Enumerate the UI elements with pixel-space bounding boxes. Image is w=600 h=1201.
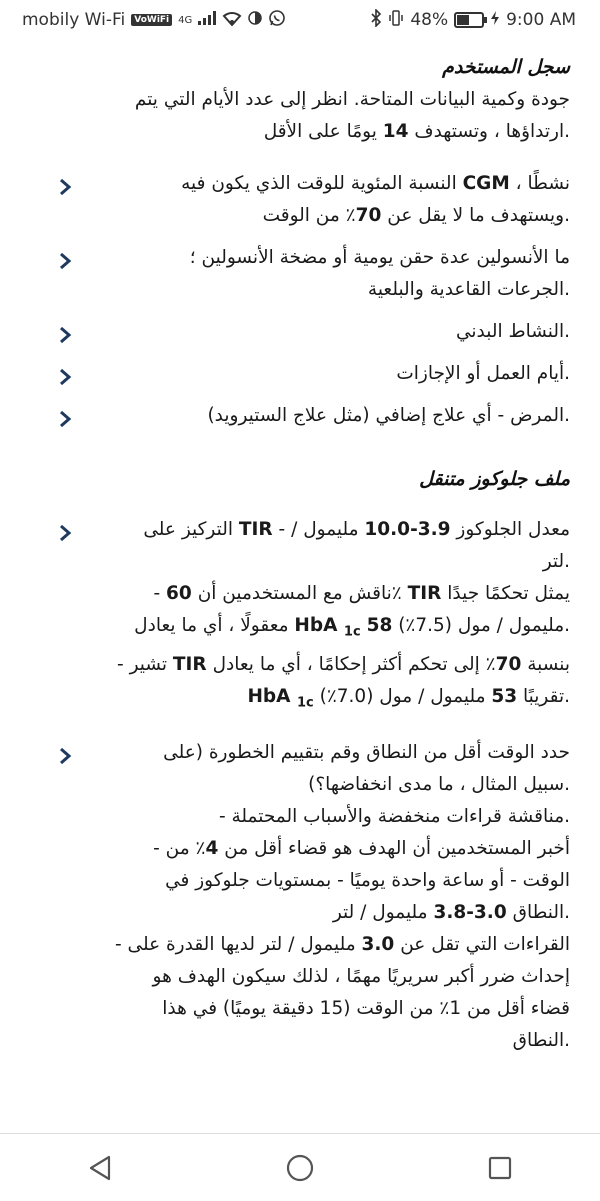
item-text: ٪ناقش مع المستخدمين أن: [197, 583, 402, 604]
item-line: .لتر: [542, 551, 570, 572]
tir-term: TIR: [238, 519, 273, 540]
section-title-user-log: سجل المستخدم: [442, 56, 570, 78]
status-bar: [0, 0, 600, 40]
list-item[interactable]: [28, 242, 570, 306]
chevron-right-icon: [28, 358, 72, 386]
cgm-term: CGM: [462, 173, 510, 194]
item-line: الوقت - أو ساعة واحدة يوميًا - بمستويات جلوكوز في: [165, 870, 570, 892]
list-item-text: [72, 358, 570, 390]
item-text: مليمول / مول (7.0٪): [319, 685, 486, 707]
item-text: .ويستهدف ما لا يقل عن: [387, 205, 570, 226]
item-line: قضاء أقل من 1٪ من الوقت (15 دقيقة يوميًا) في هذا: [162, 998, 570, 1020]
list-item[interactable]: [28, 358, 570, 390]
intro-text: .ارتداؤها ، وتستهدف: [414, 121, 570, 142]
network-label: 4G: [178, 14, 193, 26]
item-text: بنسبة: [527, 653, 570, 675]
item-text: .مليمول / مول (7.5٪): [398, 615, 570, 636]
list-item-text: [72, 400, 570, 432]
list-item-text: [72, 242, 570, 306]
percent-number: 4: [205, 838, 219, 860]
section-title-ambulatory-glucose-profile: ملف جلوكوز متنقل: [419, 468, 570, 490]
recents-button[interactable]: [470, 1143, 530, 1193]
item-line: .أيام العمل أو الإجازات: [396, 363, 570, 384]
home-icon: [285, 1153, 315, 1183]
item-text: معدل الجلوكوز: [456, 519, 570, 540]
list-item[interactable]: [28, 168, 570, 232]
item-text: تشير -: [117, 653, 168, 675]
list-item-text: [72, 316, 570, 348]
item-line: .الجرعات القاعدية والبلعية: [367, 279, 570, 300]
battery-percent: 48%: [410, 10, 449, 30]
chevron-right-icon: [28, 514, 72, 542]
item-line: .النشاط البدني: [455, 321, 570, 342]
article-content: [0, 48, 600, 1067]
item-text: .تقريبًا: [523, 685, 570, 707]
list-item-text: [72, 514, 570, 719]
hba1c-term: HbA $_{1c}$: [247, 685, 314, 711]
range-value: 3.9-10.0: [364, 519, 451, 540]
item-text: القراءات التي تقل عن: [400, 934, 570, 956]
item-text: ٪ من -: [153, 838, 206, 860]
tir-term: TIR: [407, 583, 442, 604]
navigation-bar: [0, 1133, 600, 1201]
item-text: مليمول / -: [278, 519, 359, 540]
mmol-value: 58: [366, 615, 393, 636]
item-line: إحداث ضرر أكبر سريريًا مهمًا ، لذلك سيكون الهدف هو: [152, 966, 570, 988]
item-line: ما الأنسولين عدة حقن يومية أو مضخة الأنسولين ؛: [189, 247, 570, 268]
item-text: النسبة المئوية للوقت الذي يكون فيه: [181, 173, 457, 194]
clock: 9:00 AM: [506, 10, 576, 30]
list-item[interactable]: [28, 316, 570, 348]
list-item[interactable]: [28, 737, 570, 1057]
percent-number: 60: [166, 583, 192, 604]
chevron-right-icon: [28, 737, 72, 765]
item-text: .النطاق: [512, 902, 570, 924]
item-text: ٪ من الوقت: [262, 205, 356, 226]
percent-number: 70: [355, 205, 382, 226]
item-text: ٪ إلى تحكم أكثر إحكامًا ، أي ما يعادل: [212, 653, 496, 675]
signal-icon: [198, 10, 216, 30]
item-text: نشطًا ،: [515, 173, 570, 194]
intro-line-2: [28, 116, 570, 148]
item-text: أخبر المستخدمين أن الهدف هو قضاء أقل من: [224, 838, 570, 860]
item-line: .النطاق: [512, 1030, 570, 1052]
percent-number: 70: [495, 653, 522, 675]
intro-line-1: جودة وكمية البيانات المتاحة. انظر إلى عدد الأيام التي يتم: [134, 89, 570, 110]
half-circle-icon: [248, 10, 262, 30]
intro-tail: يومًا على الأقل: [263, 121, 377, 142]
chevron-right-icon: [28, 242, 72, 270]
hba1c-term: HbA $_{1c}$: [294, 615, 361, 640]
carrier-label: mobily Wi-Fi: [22, 10, 126, 30]
charging-icon: [490, 10, 500, 30]
home-button[interactable]: [270, 1143, 330, 1193]
list-item-text: [72, 168, 570, 232]
mmol-value: 53: [491, 685, 518, 707]
status-left: [22, 9, 286, 32]
list-item[interactable]: [28, 400, 570, 432]
list-item[interactable]: [28, 514, 570, 719]
item-text: مليمول / لتر: [332, 902, 428, 924]
whatsapp-icon: [268, 9, 286, 32]
mmol-value: 3.0: [361, 934, 395, 956]
chevron-right-icon: [28, 168, 72, 196]
item-text: التركيز على: [143, 519, 233, 540]
item-text: مليمول / لتر لديها القدرة على -: [114, 934, 356, 956]
item-text: يمثل تحكمًا جيدًا: [447, 583, 570, 604]
status-right: [370, 9, 576, 32]
intro-number: 14: [382, 121, 409, 142]
intro-paragraph: [28, 84, 570, 148]
vowifi-badge: VoWiFi: [131, 14, 172, 26]
chevron-right-icon: [28, 316, 72, 344]
back-icon: [87, 1154, 113, 1182]
vibrate-icon: [388, 10, 404, 31]
back-button[interactable]: [70, 1143, 130, 1193]
list-item-text: [72, 737, 570, 1057]
item-text: -: [153, 583, 161, 604]
battery-icon: [454, 12, 484, 28]
item-text: معقولًا ، أي ما يعادل: [134, 615, 289, 636]
item-line: حدد الوقت أقل من النطاق وقم بتقييم الخطورة (على: [163, 742, 570, 764]
recents-icon: [487, 1155, 513, 1181]
range-value: 3.0-3.8: [433, 902, 507, 924]
item-line: .المرض - أي علاج إضافي (مثل علاج الستيرويد): [207, 405, 570, 426]
tir-term: TIR: [172, 653, 207, 675]
bluetooth-icon: [370, 9, 382, 32]
item-line: .سبيل المثال ، ما مدى انخفاضها؟): [308, 774, 570, 796]
item-line: .مناقشة قراءات منخفضة والأسباب المحتملة -: [218, 806, 570, 828]
chevron-right-icon: [28, 400, 72, 428]
wifi-icon: [222, 10, 242, 31]
